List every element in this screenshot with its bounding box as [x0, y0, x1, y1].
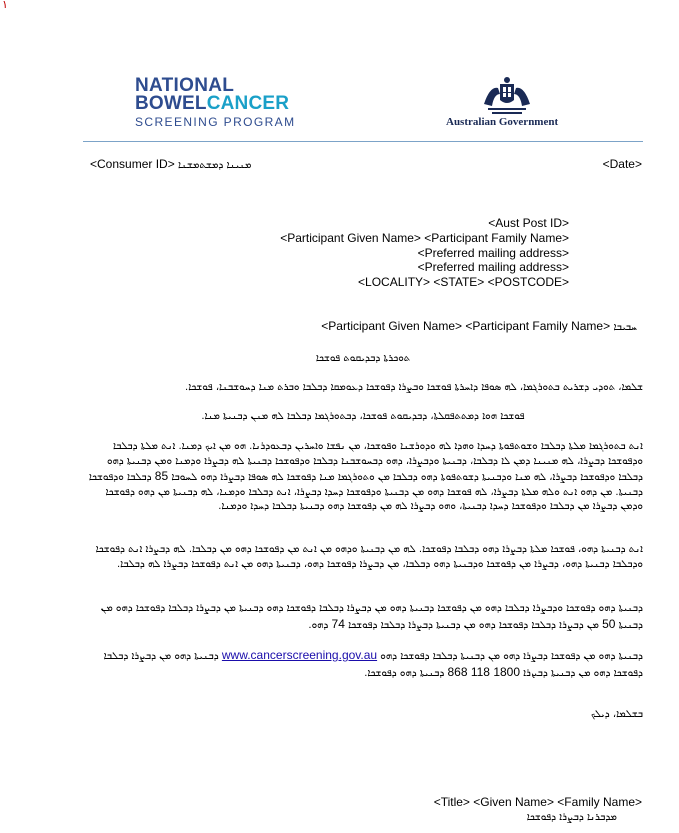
consumer-id-row: [90, 157, 251, 173]
signature-title: ܡܕܒܪܢܐ ܕܒܨܪܐ ܕܦܘܫܟܐ: [526, 812, 617, 823]
salutation-greeting: ܚܒܝܒܐ: [613, 322, 637, 333]
closing: ܒܫܠܡܐ، ܕܝܠܟ: [590, 709, 643, 720]
paragraph-1: ܫܠܡܐ، ܬܘܕܝ ܕܫܪܝܬ ܒܬܘܪܓܡܐ، ܠܗ ܣܘܦܐ ܕܐܚܪܬܐ ܦܘܫܟܐ ܘܒܨܪܐ ܕܦܘܫܟܐ ܕܥܘܡܩܐ ܕܒܠܒܐ ܘܒܪܬ ܡܢܐ ܕܚܘܫܒܢܐ، ܦܘܫܟܐ.: [185, 382, 643, 393]
paragraph-3-text-a: ܐܢܬ ܒܬܘܪܓܡܐ ܡܠܬܐ ܕܒܠܒܐ ܘܫܘܬܦܘܬܐ ܕܚܕܐ ܘܗܕܐ ܠܗ ܘܕܘܪܫܢܐ ܘܦܘܫܟܐ، ܡܢ ܢܦܫܐ ܘܐܚܪܝܢ ܕܒܥܘܕܪܢܐ. ܗܘ ܡܢ ܐܝܟ ܕܡܢܐ. ܐܢܬ ܡܠܬܐ ܕܒܠܒܐ ܘܕܦܘܫܟܐ ܕܒܨܪܐ، ܠܗ ܡܢܝܢܐ ܕܡܢ ܠܐ ܕܒܠܒܐ، ܕܒܢܝܬܐ ܘܕܒܨܪܐ، ܕܗܘ ܕܒܚܘܫܒܢܐ ܕܒܠܒܐ ܘܕܦܘܫܟܐ ܕܒܢܝܬܐ ܠܗ ܕܒܨܪܐ ܘܕܡܢܐ ܘܡܢ ܕܒܢܝܬܐ ܕܗܘ ܕܒܠܒܐ ܘܕܦܘܫܟܐ ܕܒܨܪܐ، ܠܗ ܡܢܐ ܘܕܒܢܝܬܐ ܕܫܘܬܦܘܬܐ ܕܗܘ ܕܒܠܒܐ ܡܢ ܘܬܘܪܓܡܐ ܡܢܐ ܕܦܘܫܟܐ ܠܗ ܣܘܦܐ ܕܒܨܪܐ ܕܗܘ ܠܚܘܒܐ: [106, 441, 643, 484]
paragraph-3: [83, 440, 643, 528]
paragraph-6-end: ܕܒܢܝܬܐ ܕܗܘ ܕܦܘܫܟܐ.: [364, 667, 445, 678]
paragraph-6: [83, 648, 643, 678]
consumer-id-label: ܡܢܝܢܐ ܕܡܫܬܡܫܢܐ: [178, 160, 252, 171]
government-name: Australian Government: [446, 116, 559, 128]
date-placeholder: <Date>: [602, 157, 642, 171]
salutation: [321, 319, 637, 335]
paragraph-5-text-a: ܕܒܢܝܬܐ ܕܗܘ ܕܦܘܫܟܐ ܘܕܒܨܪܐ ܕܒܠܒܐ ܕܗܘ ܡܢ ܕܦܘܫܟܐ ܕܒܢܝܬܐ ܕܗܘ ܡܢ ܕܒܨܪܐ ܕܒܠܒܐ ܕܦܘܫܟܐ ܕܗܘ ܕܒܢܝܬܐ ܡܢ ܕܒܨܪܐ ܕܒܠܒܐ ܕܦܘܫܟܐ ܕܗܘ ܡܢ ܕܒܢܝܬܐ: [100, 603, 643, 631]
paragraph-2: ܦܘܫܟܐ ܗܘܐ ܕܡܬܬܦܩܠܬܐ، ܕܒܕܝܩܘܬ ܦܘܫܟܐ، ܕܒܬܘܪܓܡܐ ܕܒܠܒܐ ܠܗ ܡܢܢ ܕܒܢܝܬܐ ܡܢܐ.: [201, 411, 525, 422]
paragraph-5: [83, 602, 643, 632]
program-logo-cancer: CANCER: [206, 93, 290, 114]
paragraph-6-text-a: ܕܒܢܝܬܐ ܕܗܘ ܡܢ ܕܦܘܫܟܐ ܕܒܨܪܐ ܕܗܘ ܡܢ ܕܒܢܝܬܐ ܕܒܠܒܐ ܕܦܘܫܟܐ ܕܗܘ: [380, 651, 643, 662]
signature-name: <Title> <Given Name> <Family Name>: [433, 795, 642, 809]
salutation-name: <Participant Given Name> <Participant Family Name>: [321, 319, 611, 333]
paragraph-3-number: 85: [154, 469, 169, 484]
address-block: [280, 216, 569, 290]
program-logo-line1: NATIONAL: [135, 75, 235, 96]
program-logo-bowel: BOWEL: [135, 93, 207, 114]
consumer-id-placeholder: <Consumer ID>: [90, 157, 175, 171]
participant-name: <Participant Given Name> <Participant Family Name>: [280, 230, 569, 245]
program-logo-line3: SCREENING PROGRAM: [135, 115, 296, 129]
paragraph-5-text-mid: ܡܢ ܕܒܨܪܐ ܕܒܠܒܐ ܕܦܘܫܟܐ ܕܗܘ ܡܢ ܕܒܢܝܬܐ ܕܒܨܪܐ ܕܒܠܒܐ ܕܦܘܫܟܐ: [348, 619, 599, 631]
paragraph-5-number-1: 50: [602, 616, 616, 631]
corner-mark: ١: [2, 0, 8, 11]
mailing-address-1: <Preferred mailing address>: [417, 245, 569, 260]
paragraph-4: ܐܢܬ ܕܒܢܝܬܐ ܕܗܘ، ܦܘܫܟܐ ܡܠܬܐ ܕܒܨܪܐ ܕܗܘ ܕܒܠܒܐ ܕܦܘܫܟܐ. ܠܗ ܡܢ ܕܒܢܝܬܐ ܘܕܗܘ ܡܢ ܐܢܬ ܡܢ ܕܦܘܫܟܐ ܕܗܘ ܡܢ ܕܒܠܒܐ. ܠܗ ܕܒܨܪܐ ܐܢܬ ܕܦܘܫܟܐ ܘܕܒܠܒܐ ܕܒܢܝܬܐ ܕܗܘ، ܕܒܨܪܐ ܡܢ ܕܦܘܫܟܐ ܘܕܒܢܝܬܐ ܕܗܘ ܕܒܠܒܐ، ܡܢ ܕܒܨܪܐ ܕܦܘܫܟܐ ܕܗܘ، ܕܒܢܝܬܐ ܕܗܘ ܡܢ ܐܢܬ ܕܦܘܫܟܐ ܕܒܨܪܐ ܠܗ ܕܒܠܒܐ.: [95, 544, 643, 570]
paragraph-5-end: ܕܗܘ.: [308, 619, 329, 631]
paragraph-5-number-2: 74: [331, 616, 345, 631]
program-logo-line2: [135, 94, 289, 113]
paragraph-3-text-b: ܕܒܠܒܐ ܘܕܦܘܫܟܐ ܕܒܢܝܬܐ. ܡܢ ܕܗܘ ܐܢܬ ܘܠܗ ܡܠܬܐ ܕܒܨܪܐ، ܠܗ ܦܘܫܟܐ ܕܗܘ ܡܢ ܕܒܢܝܬܐ ܘܕܦܘܫܟܐ ܕܚܕܐ ܕܒܨܪܐ، ܐܢܬ ܕܒܠܒܐ ܘܕܡܢܐ، ܠܗ ܕܒܢܝܬܐ ܡܢ ܕܗܘ ܕܦܘܫܟܐ ܘܕܡܢ ܕܒܨܪܐ ܡܢ ܕܒܠܒܐ ܘܕܦܘܫܟܐ ܕܚܕܐ ܕܒܢܝܬܐ، ܘܗܘ ܕܒܨܪܐ ܠܗ ܡܢ ܕܦܘܫܟܐ ܕܗܘ ܕܒܢܝܬܐ ܕܒܠܒܐ ܕܚܕܐ ܘܕܡܢܐ.: [88, 472, 643, 513]
website-link[interactable]: www.cancerscreening.gov.au: [221, 648, 378, 662]
header-divider: [83, 141, 643, 142]
phone-number: 1800 118 868: [447, 664, 521, 678]
locality-line: <LOCALITY> <STATE> <POSTCODE>: [358, 275, 569, 290]
coat-of-arms-icon: [470, 74, 544, 118]
aust-post-id: <Aust Post ID>: [488, 216, 569, 230]
mailing-address-2: <Preferred mailing address>: [417, 260, 569, 275]
paragraph-6-text-b: ܕܒܢܝܬܐ ܕܗܘ ܡܢ ܕܒܨܪܐ ܕܒܠܒܐ ܕܦܘܫܟܐ ܕܗܘ ܡܢ ܕܒܢܝܬܐ ܕܒܨܪܐ: [103, 651, 643, 678]
letter-title: ܬܘܟܪܬܐ ܕܒܕܝܩܘܬ ܦܘܫܟܐ: [315, 353, 411, 364]
